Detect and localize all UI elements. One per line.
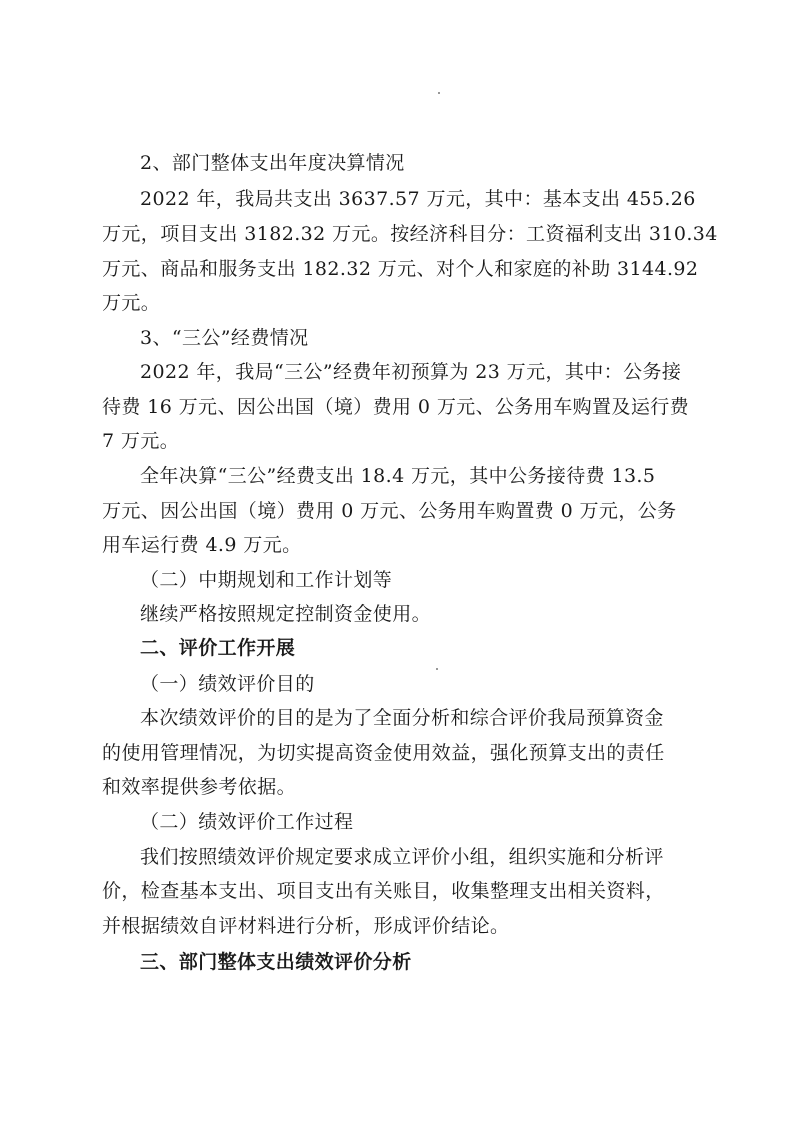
- paragraph-line: 万元。: [102, 292, 161, 314]
- paragraph-line: 并根据绩效自评材料进行分析，形成评价结论。: [102, 915, 510, 937]
- section-heading: （一）绩效评价目的: [140, 673, 315, 695]
- paragraph-line: 7 万元。: [102, 430, 180, 452]
- paragraph-line: 价，检查基本支出、项目支出有关账目，收集整理支出相关资料，: [102, 880, 665, 902]
- section-heading: 3、“三公”经费情况: [140, 327, 309, 349]
- paragraph-line: 的使用管理情况，为切实提高资金使用效益，强化预算支出的责任: [102, 742, 665, 764]
- section-heading: （二）绩效评价工作过程: [140, 811, 354, 833]
- paragraph-line: 和效率提供参考依据。: [102, 776, 297, 798]
- paragraph-line: 继续严格按照规定控制资金使用。: [140, 603, 432, 625]
- paragraph-line: 万元、因公出国（境）费用 0 万元、公务用车购置费 0 万元，公务: [102, 500, 677, 522]
- paragraph-line: 我们按照绩效评价规定要求成立评价小组，组织实施和分析评: [140, 846, 664, 868]
- paragraph-line: 2022 年，我局共支出 3637.57 万元，其中：基本支出 455.26: [140, 188, 696, 210]
- paragraph-line: 待费 16 万元、因公出国（境）费用 0 万元、公务用车购置及运行费: [102, 396, 690, 418]
- chapter-heading: 三、部门整体支出绩效评价分析: [140, 951, 412, 973]
- section-heading: （二）中期规划和工作计划等: [140, 569, 393, 591]
- section-heading: 2、部门整体支出年度决算情况: [140, 152, 405, 174]
- paragraph-line: 万元、商品和服务支出 182.32 万元、对个人和家庭的补助 3144.92: [102, 258, 699, 280]
- chapter-heading: 二、评价工作开展: [140, 637, 296, 659]
- paragraph-line: 本次绩效评价的目的是为了全面分析和综合评价我局预算资金: [140, 707, 664, 729]
- paragraph-line: 2022 年，我局“三公”经费年初预算为 23 万元，其中：公务接: [140, 361, 682, 383]
- paragraph-line: 万元，项目支出 3182.32 万元。按经济科目分：工资福利支出 310.34: [102, 223, 718, 245]
- paragraph-line: 全年决算“三公”经费支出 18.4 万元，其中公务接待费 13.5: [140, 465, 656, 487]
- scan-speck: [436, 668, 438, 670]
- paragraph-line: 用车运行费 4.9 万元。: [102, 534, 302, 556]
- scan-speck: [438, 92, 440, 94]
